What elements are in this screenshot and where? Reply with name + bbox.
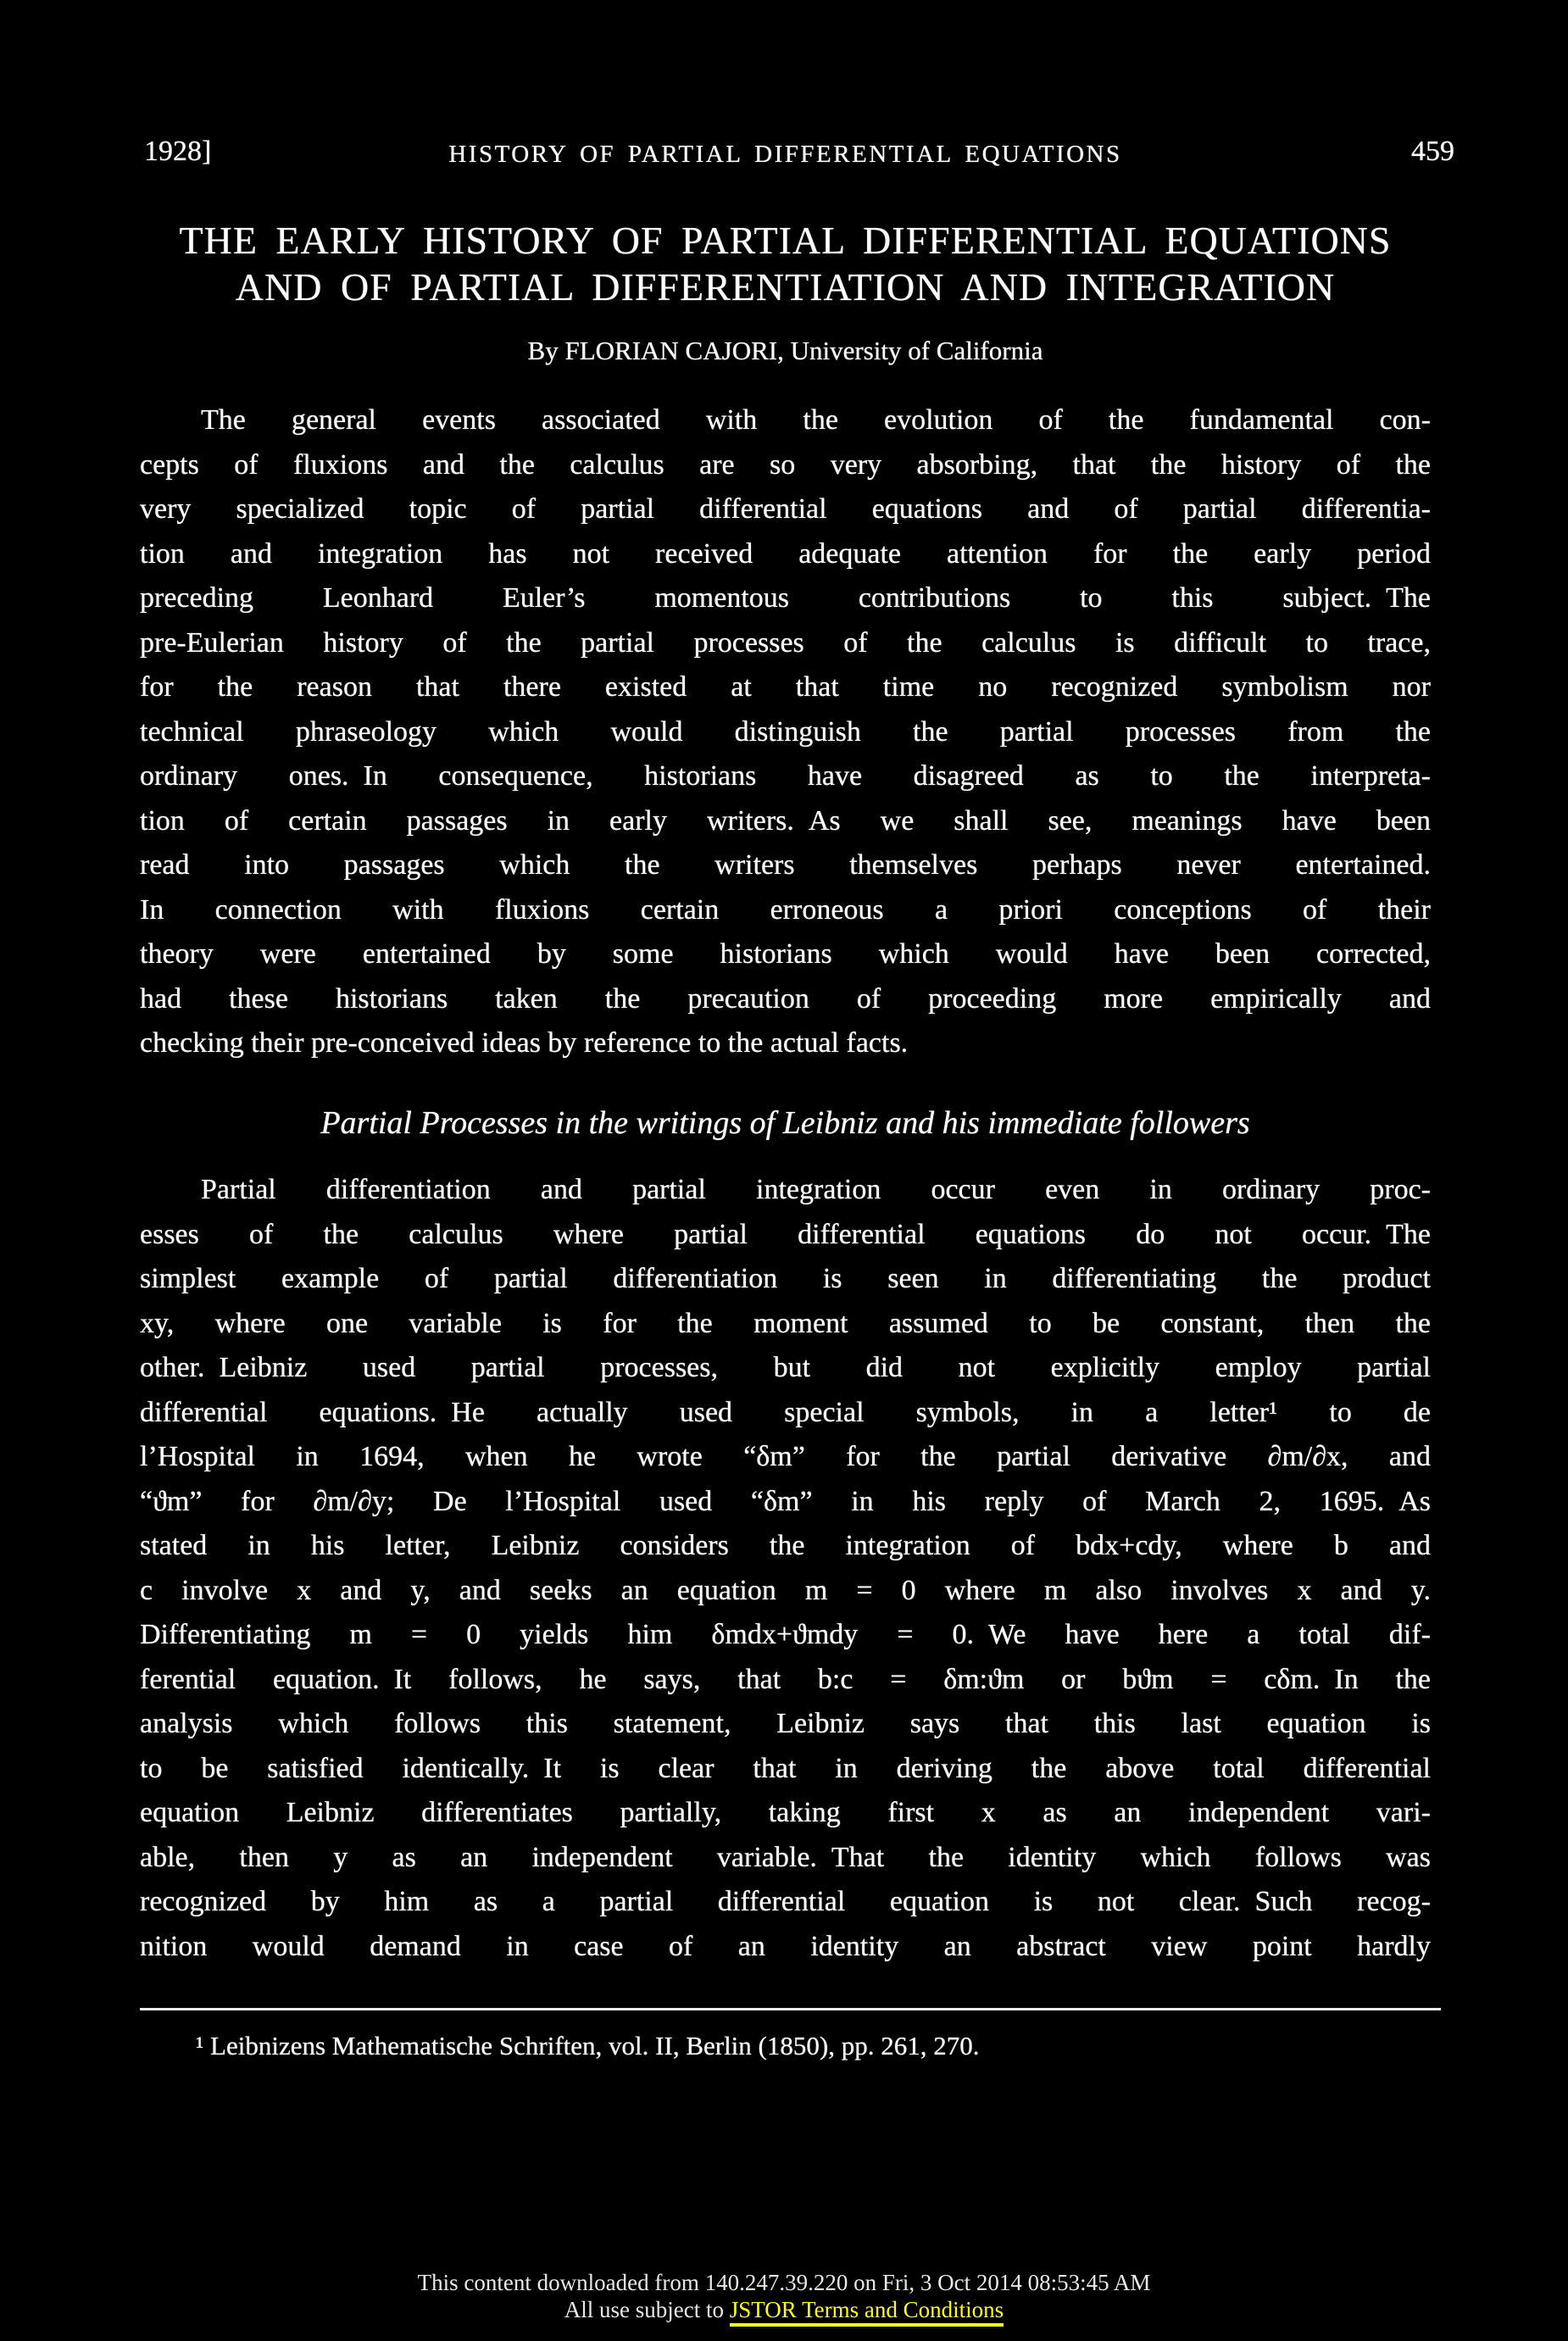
text-line: “ϑm” for ∂m/∂y; De l’Hospital used “δm” in his reply of March 2, 1695. As: [140, 1485, 1431, 1517]
download-info-line: This content downloaded from 140.247.39.220 on Fri, 3 Oct 2014 08:53:45 AM: [417, 2270, 1151, 2295]
text-line: tion of certain passages in early writers. As we shall see, meanings have been: [140, 804, 1431, 837]
article-title-line-1: THE EARLY HISTORY OF PARTIAL DIFFERENTIAL EQUATIONS: [179, 219, 1392, 262]
paragraph-1: [140, 398, 1431, 1066]
text-line: theory were entertained by some historians which would have been corrected,: [140, 938, 1431, 970]
text-line: equation Leibniz differentiates partially, taking first x as an independent vari-: [140, 1797, 1431, 1828]
text-line: other. Leibniz used partial processes, but did not explicitly employ partial: [140, 1352, 1431, 1383]
text-line: nition would demand in case of an identity an abstract view point hardly: [140, 1930, 1431, 1962]
text-line: stated in his letter, Leibniz considers the integration of bdx+cdy, where b and: [140, 1530, 1431, 1561]
text-line: c involve x and y, and seeks an equation m = 0 where m also involves x and y.: [140, 1574, 1431, 1606]
text-line: to be satisfied identically. It is clear that in deriving the above total differential: [140, 1752, 1431, 1784]
text-line: technical phraseology which would distinguish the partial processes from the: [140, 715, 1431, 748]
text-line: checking their pre-conceived ideas by reference to the actual facts.: [140, 1027, 909, 1059]
text-line: read into passages which the writers themselves perhaps never entertained.: [140, 849, 1431, 881]
text-line: esses of the calculus where partial differential equations do not occur. The: [140, 1218, 1431, 1250]
footnote-divider: [140, 2008, 1441, 2010]
text-line: cepts of fluxions and the calculus are so very absorbing, that the history of the: [140, 448, 1431, 481]
section-heading: Partial Processes in the writings of Leibniz and his immediate followers: [320, 1105, 1250, 1141]
text-line: In connection with fluxions certain erroneous a priori conceptions of their: [140, 893, 1431, 926]
text-line: ordinary ones. In consequence, historians have disagreed as to the interpreta-: [140, 760, 1431, 792]
terms-line-prefix: All use subject to: [564, 2297, 730, 2322]
header-page-number: 459: [1411, 136, 1454, 167]
header-year: 1928]: [144, 136, 212, 167]
text-line: xy, where one variable is for the moment assumed to be constant, then the: [140, 1307, 1431, 1339]
jstor-terms-link[interactable]: JSTOR Terms and Conditions: [730, 2297, 1004, 2327]
text-line: Partial differentiation and partial integration occur even in ordinary proc-: [201, 1174, 1431, 1205]
text-line: simplest example of partial differentiation is seen in differentiating the product: [140, 1263, 1431, 1294]
text-line: had these historians taken the precaution of proceeding more empirically and: [140, 982, 1431, 1015]
paragraph-2: [140, 1168, 1431, 1969]
text-line: Differentiating m = 0 yields him δmdx+ϑmdy = 0. We have here a total dif-: [140, 1619, 1431, 1650]
text-line: preceding Leonhard Euler’s momentous contributions to this subject. The: [140, 582, 1431, 614]
article-title-line-2: AND OF PARTIAL DIFFERENTIATION AND INTEGRATION: [235, 265, 1336, 309]
article-title: [136, 217, 1435, 310]
text-line: for the reason that there existed at that time no recognized symbolism nor: [140, 671, 1431, 703]
text-line: ferential equation. It follows, he says, that b:c = δm:ϑm or bϑm = cδm. In the: [140, 1663, 1431, 1695]
text-line: recognized by him as a partial differential equation is not clear. Such recog-: [140, 1886, 1431, 1917]
byline: By FLORIAN CAJORI, University of California: [527, 336, 1043, 365]
text-line: l’Hospital in 1694, when he wrote “δm” for the partial derivative ∂m/∂x, and: [140, 1441, 1431, 1472]
text-line: very specialized topic of partial differential equations and of partial differentia-: [140, 493, 1431, 525]
text-line: differential equations. He actually used special symbols, in a letter¹ to de: [140, 1396, 1431, 1428]
text-line: pre-Eulerian history of the partial processes of the calculus is difficult to trace,: [140, 626, 1431, 659]
terms-line: [0, 2297, 1568, 2323]
text-line: The general events associated with the evolution of the fundamental con-: [201, 404, 1431, 436]
header-running-title: HISTORY OF PARTIAL DIFFERENTIAL EQUATIONS: [448, 141, 1122, 168]
text-line: tion and integration has not received adequate attention for the early period: [140, 537, 1431, 570]
text-line: analysis which follows this statement, Leibniz says that this last equation is: [140, 1708, 1431, 1739]
text-line: able, then y as an independent variable. That the identity which follows was: [140, 1841, 1431, 1873]
footnote: ¹ Leibnizens Mathematische Schriften, vol. II, Berlin (1850), pp. 261, 270.: [196, 2031, 980, 2060]
